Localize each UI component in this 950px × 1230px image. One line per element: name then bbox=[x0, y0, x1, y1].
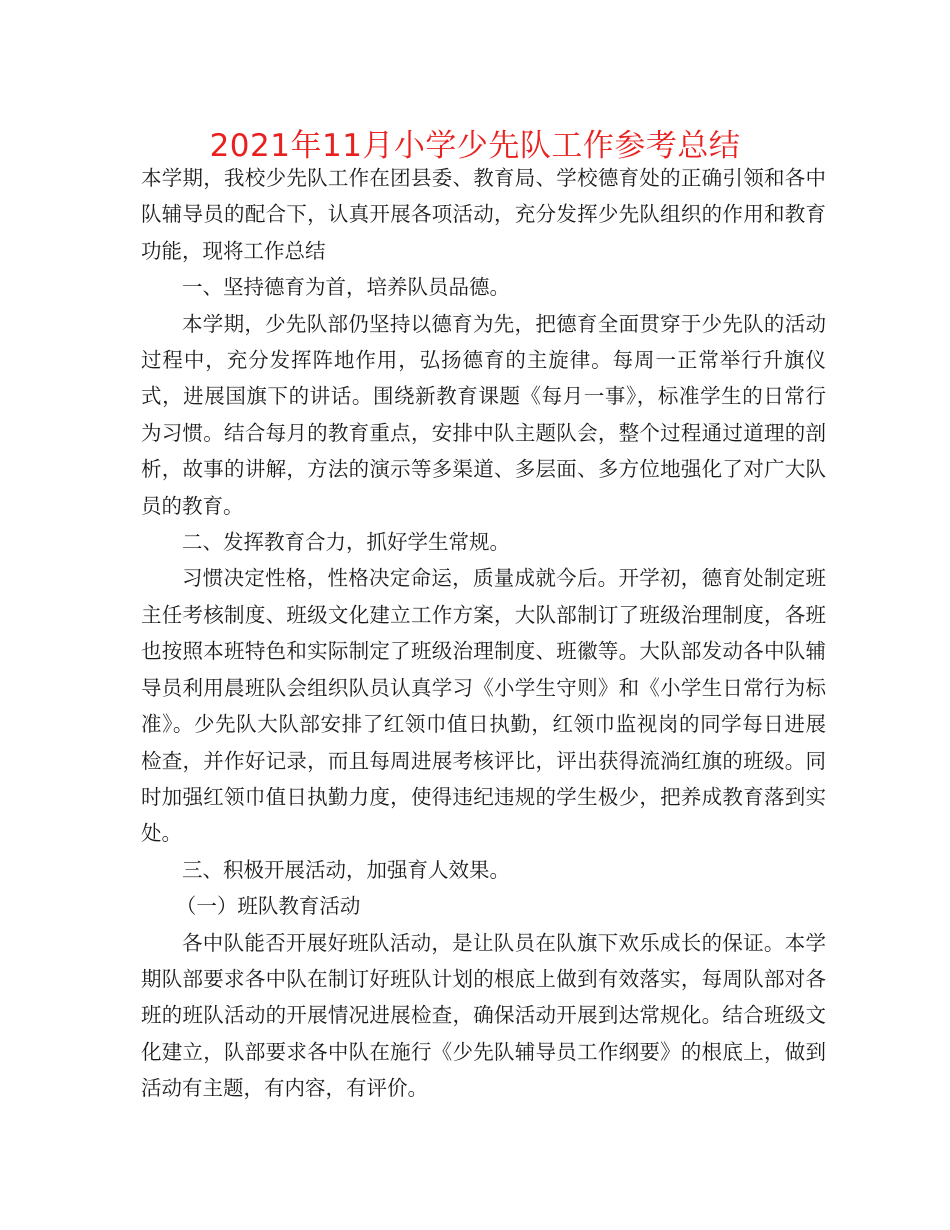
document-body bbox=[141, 160, 826, 1107]
subsection-1-paragraph: 各中队能否开展好班队活动，是让队员在队旗下欢乐成长的保证。本学期队部要求各中队在制订好班队计划的根底上做到有效落实，每周队部对各班的班队活动的开展情况进展检查，确保活动开展到达常规化。结合班级文化建立，队部要求各中队在施行《少先队辅导员工作纲要》的根底上，做到活动有主题，有内容，有评价。 bbox=[141, 930, 826, 1101]
section-heading-3: 三、积极开展活动，加强育人效果。 bbox=[182, 857, 510, 882]
intro-paragraph: 本学期，我校少先队工作在团县委、教育局、学校德育处的正确引领和各中队辅导员的配合下，认真开展各项活动，充分发挥少先队组织的作用和教育功能，现将工作总结 bbox=[141, 166, 826, 263]
document-title: 2021年11月小学少先队工作参考总结 bbox=[209, 128, 741, 164]
section-1-paragraph: 本学期，少先队部仍坚持以德育为先，把德育全面贯穿于少先队的活动过程中，充分发挥阵地作用，弘扬德育的主旋律。每周一正常举行升旗仪式，进展国旗下的讲话。围绕新教育课题《每月一事》，标准学生的日常行为习惯。结合每月的教育重点，安排中队主题队会，整个过程通过道理的剖析，故事的讲解，方法的演示等多渠道、多层面、多方位地强化了对广大队员的教育。 bbox=[141, 311, 826, 518]
subsection-heading-1: （一）班队教育活动 bbox=[175, 894, 361, 919]
section-2-paragraph: 习惯决定性格，性格决定命运，质量成就今后。开学初，德育处制定班主任考核制度、班级文化建立工作方案，大队部制订了班级治理制度，各班也按照本班特色和实际制定了班级治理制度、班徽等。大队部发动各中队辅导员利用晨班队会组织队员认真学习《小学生守则》和《小学生日常行为标准》。少先队大队部安排了红领巾值日执勤，红领巾监视岗的同学每日进展检查，并作好记录，而且每周进展考核评比，评出获得流淌红旗的班级。同时加强红领巾值日执勤力度，使得违纪违规的学生极少，把养成教育落到实处。 bbox=[141, 566, 826, 846]
section-heading-2: 二、发挥教育合力，抓好学生常规。 bbox=[182, 530, 510, 555]
section-heading-1: 一、坚持德育为首，培养队员品德。 bbox=[182, 275, 510, 300]
